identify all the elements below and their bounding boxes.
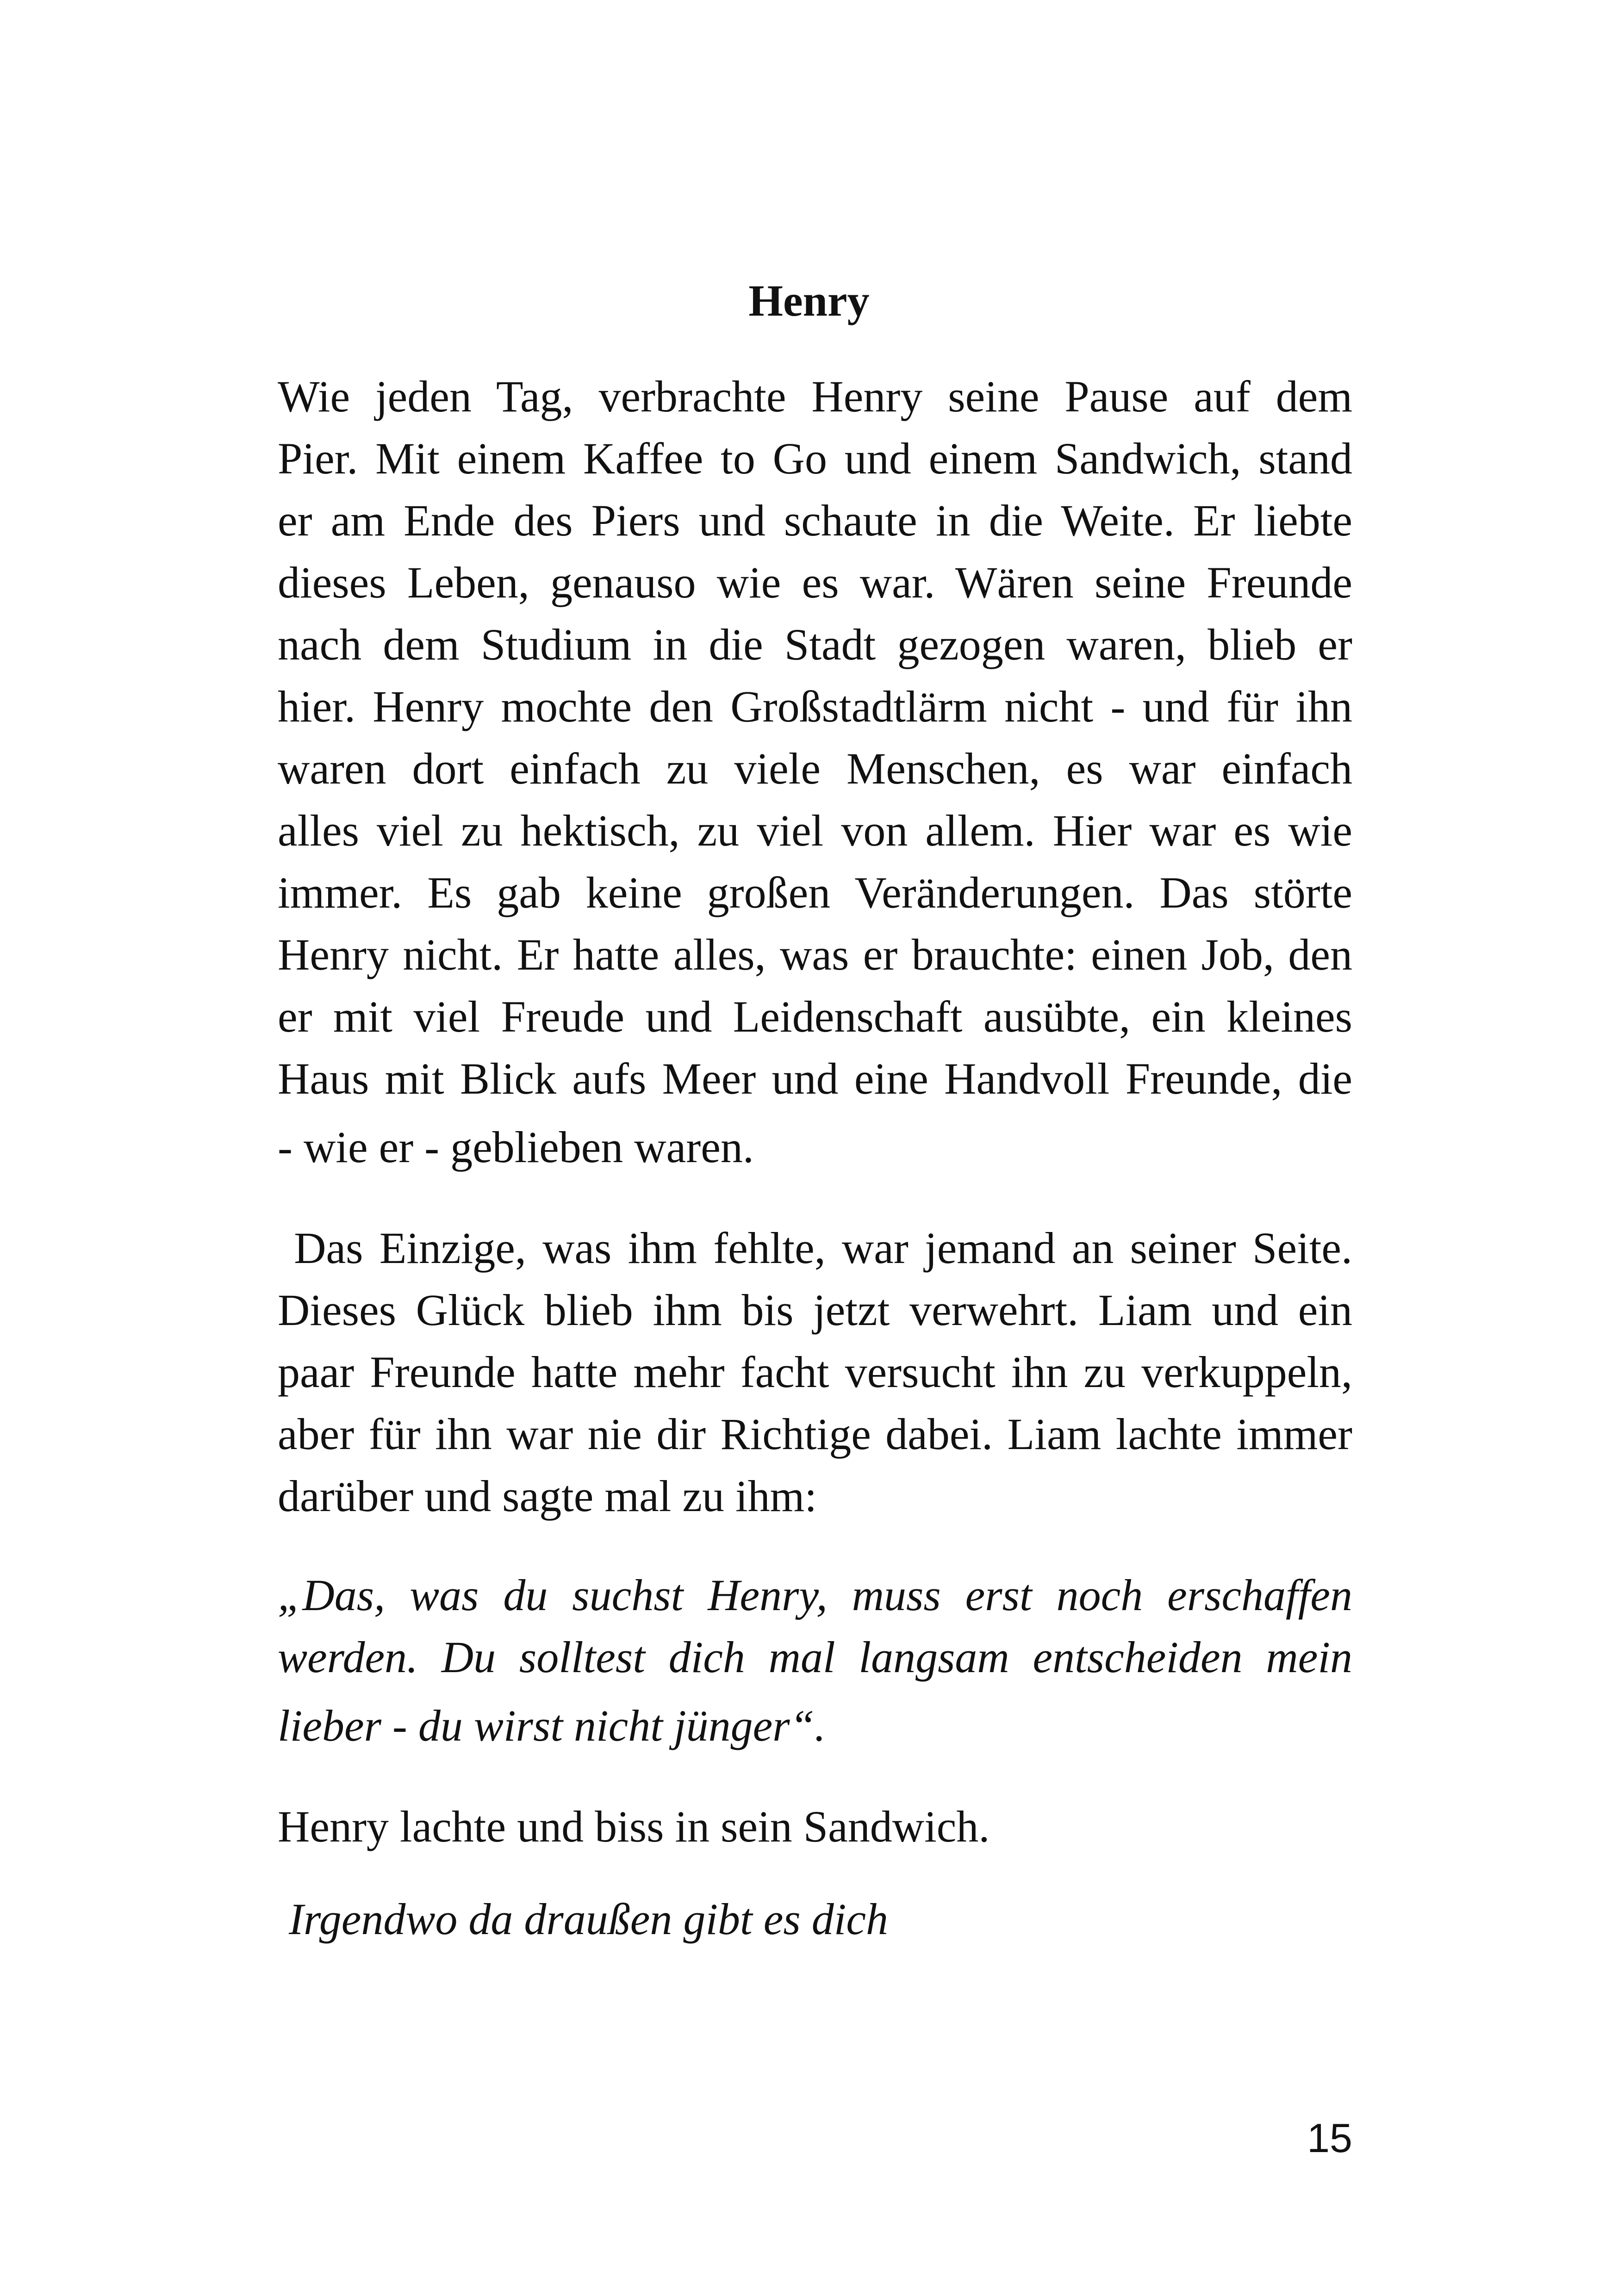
text-line: Irgendwo da draußen gibt es dich [278,1894,888,1944]
text-line: paar Freunde hatte mehr facht versucht ihn zu verkuppeln, [278,1347,1352,1397]
paragraph-1 [278,366,1352,1178]
text-line: Haus mit Blick aufs Meer und eine Handvoll Freunde, die [278,1054,1352,1103]
text-line: „Das, was du suchst Henry, muss erst noch erschaffen [278,1570,1352,1620]
text-line: lieber - du wirst nicht jünger“. [278,1701,826,1750]
text-line: darüber und sagte mal zu ihm: [278,1471,817,1521]
text-line: Pier. Mit einem Kaffee to Go und einem Sandwich, stand [278,434,1352,483]
chapter-title: Henry [748,276,870,325]
text-line: Henry lachte und biss in sein Sandwich. [278,1802,990,1851]
text-line: - wie er - geblieben waren. [278,1122,754,1172]
text-line: alles viel zu hektisch, zu viel von allem. Hier war es wie [278,806,1352,855]
text-line: werden. Du solltest dich mal langsam entscheiden mein [278,1632,1352,1682]
text-line: aber für ihn war nie dir Richtige dabei. Liam lachte immer [278,1409,1352,1459]
text-line: hier. Henry mochte den Großstadtlärm nicht - und für ihn [278,682,1352,731]
text-line: waren dort einfach zu viele Menschen, es war einfach [278,744,1352,793]
text-line: immer. Es gab keine großen Veränderungen. Das störte [278,868,1352,917]
text-line: dieses Leben, genauso wie es war. Wären seine Freunde [278,558,1352,607]
text-line: er mit viel Freude und Leidenschaft ausübte, ein kleines [278,992,1352,1041]
text-line: nach dem Studium in die Stadt gezogen waren, blieb er [278,620,1352,669]
text-line: Dieses Glück blieb ihm bis jetzt verwehrt. Liam und ein [278,1285,1352,1335]
closing-line [278,1888,1352,1950]
text-line: Wie jeden Tag, verbrachte Henry seine Pause auf dem [278,372,1352,421]
text-line: Das Einzige, was ihm fehlte, war jemand an seiner Seite. [278,1223,1352,1273]
text-line: Henry nicht. Er hatte alles, was er brauchte: einen Job, den [278,930,1352,979]
text-line: er am Ende des Piers und schaute in die Weite. Er liebte [278,496,1352,545]
quote-paragraph [278,1564,1352,1757]
paragraph-3 [278,1796,1352,1858]
page-number: 15 [1307,2115,1352,2161]
paragraph-2 [278,1217,1352,1527]
